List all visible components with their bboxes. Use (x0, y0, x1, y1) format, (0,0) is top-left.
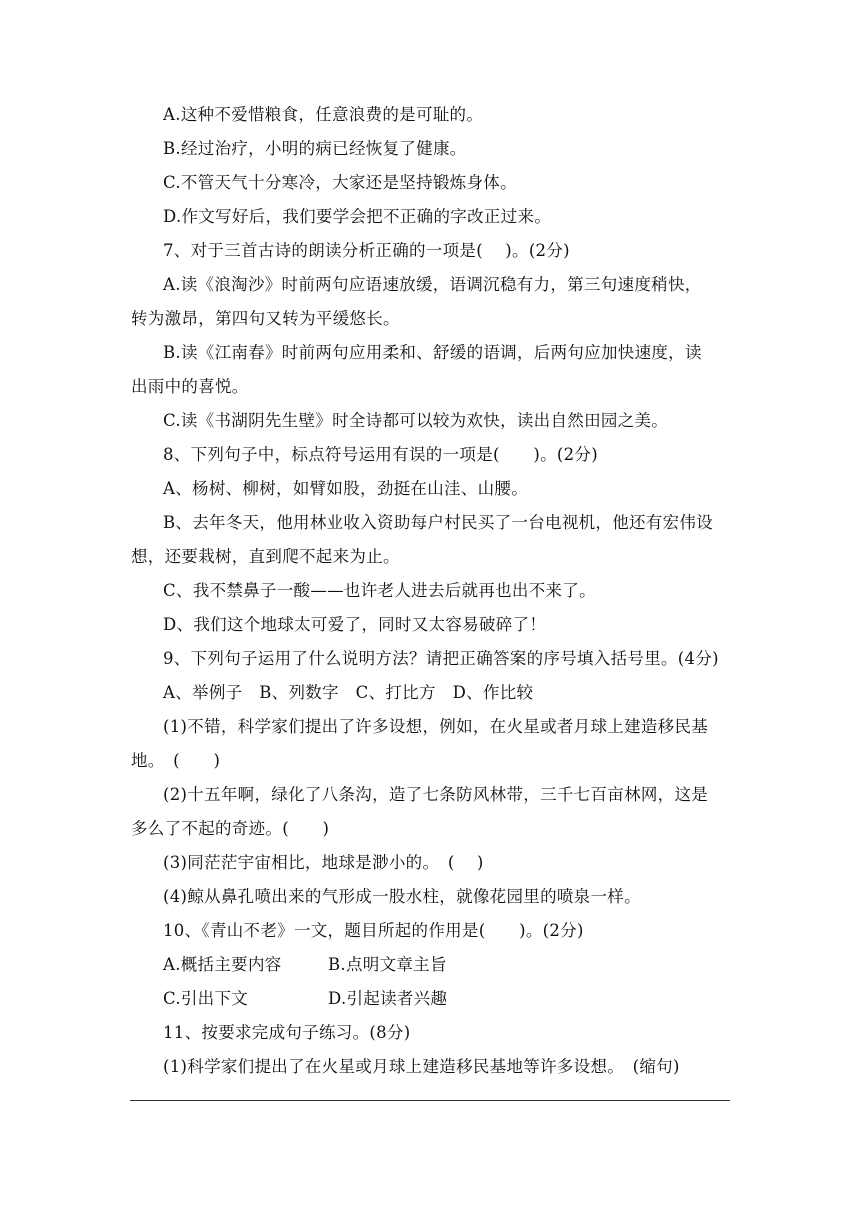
q7-stem: 7、对于三首古诗的朗读分析正确的一项是( )。(2分) (163, 241, 570, 260)
q7-option-a-line2: 转为激昂，第四句又转为平缓悠长。 (131, 309, 400, 328)
q7-option-a-line1: A.读《浪淘沙》时前两句应语速放缓，语调沉稳有力，第三句速度稍快， (163, 275, 702, 294)
q9-sentence-3: (3)同茫茫宇宙相比，地球是渺小的。 ( ) (163, 853, 484, 872)
q8-option-a: A、杨树、柳树，如臂如股，劲挺在山洼、山腰。 (163, 479, 529, 498)
q10-option-d: D.引起读者兴趣 (328, 989, 448, 1008)
q9-sentence-1-line1: (1)不错，科学家们提出了许多设想，例如，在火星或者月球上建造移民基 (163, 717, 709, 736)
q7-option-b-line2: 出雨中的喜悦。 (131, 377, 249, 396)
q6-option-b: B.经过治疗，小明的病已经恢复了健康。 (163, 139, 467, 158)
q8-stem: 8、下列句子中，标点符号运用有误的一项是( )。(2分) (163, 445, 598, 464)
q9-sentence-4: (4)鲸从鼻孔喷出来的气形成一股水柱，就像花园里的喷泉一样。 (163, 887, 641, 906)
q7-option-b-line1: B.读《江南春》时前两句应用柔和、舒缓的语调，后两句应加快速度，读 (163, 343, 702, 362)
q6-option-a: A.这种不爱惜粮食，任意浪费的是可耻的。 (163, 105, 484, 124)
q6-option-d: D.作文写好后，我们要学会把不正确的字改正过来。 (163, 207, 552, 226)
q8-option-d: D、我们这个地球太可爱了，同时又太容易破碎了！ (163, 615, 547, 634)
q10-option-a: A.概括主要内容 (163, 955, 282, 974)
q8-option-c: C、我不禁鼻子一酸——也许老人进去后就再也出不来了。 (163, 581, 596, 600)
q6-option-c: C.不管天气十分寒冷，大家还是坚持锻炼身体。 (163, 173, 517, 192)
footer-divider (130, 1100, 730, 1101)
q9-sentence-1-line2: 地。 ( ) (131, 751, 221, 770)
q10-stem: 10、《青山不老》一文，题目所起的作用是( )。(2分) (163, 921, 584, 940)
q11-sentence-1: (1)科学家们提出了在火星或月球上建造移民基地等许多设想。 (缩句) (163, 1057, 680, 1076)
q11-stem: 11、按要求完成句子练习。(8分) (163, 1023, 411, 1042)
q9-options: A、举例子 B、列数字 C、打比方 D、作比较 (163, 683, 534, 702)
q7-option-c: C.读《书湖阴先生壁》时全诗都可以较为欢快，读出自然田园之美。 (163, 411, 669, 430)
q9-sentence-2-line2: 多么了不起的奇迹。( ) (131, 819, 330, 838)
q10-option-c: C.引出下文 (163, 989, 249, 1008)
q10-option-b: B.点明文章主旨 (328, 955, 447, 974)
q9-sentence-2-line1: (2)十五年啊，绿化了八条沟，造了七条防风林带，三千七百亩林网，这是 (163, 785, 709, 804)
q8-option-b-line2: 想，还要栽树，直到爬不起来为止。 (131, 547, 400, 566)
q9-stem: 9、下列句子运用了什么说明方法？请把正确答案的序号填入括号里。(4分) (163, 649, 719, 668)
q8-option-b-line1: B、去年冬天，他用林业收入资助每户村民买了一台电视机，他还有宏伟设 (163, 513, 714, 532)
